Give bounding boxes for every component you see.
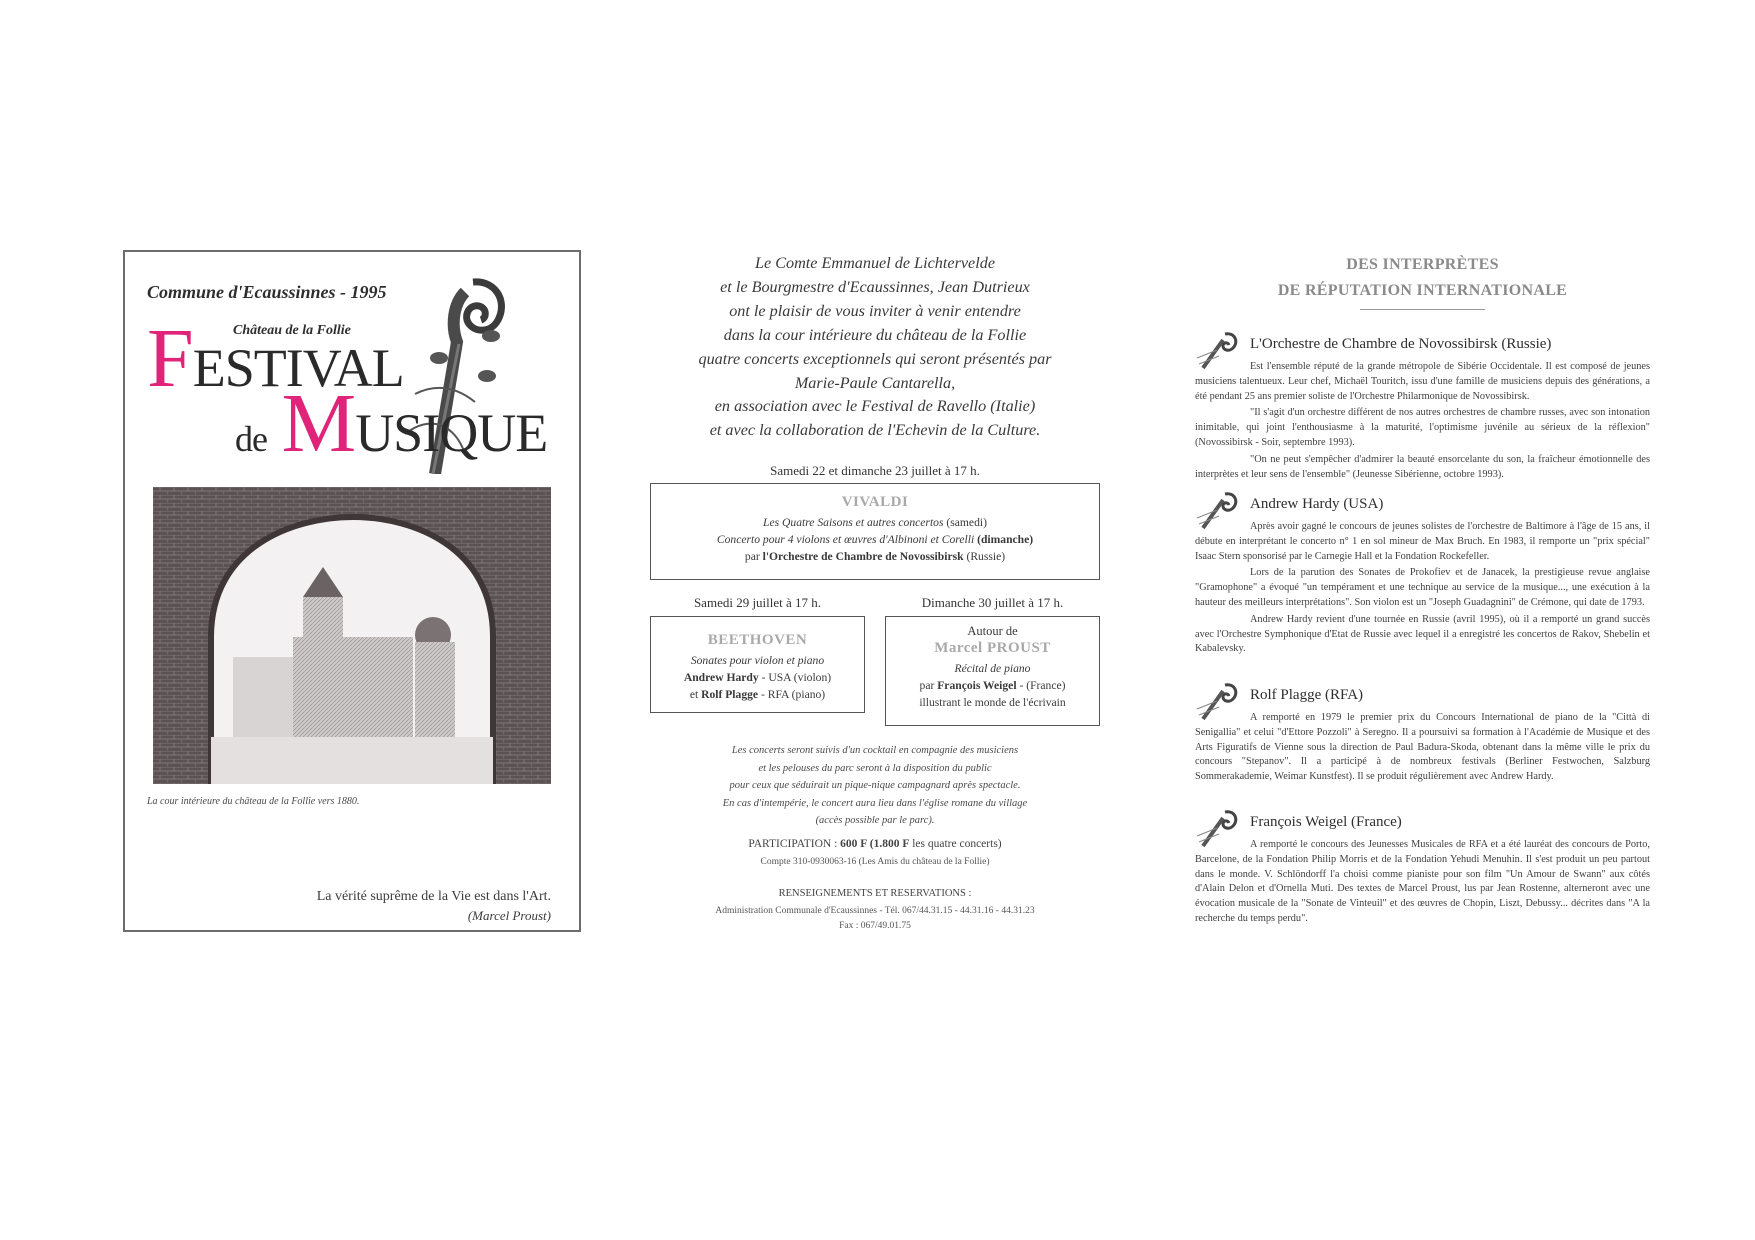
concert-date-3: Dimanche 30 juillet à 17 h. [921, 595, 1064, 610]
proust-line-2-bold: François Weigel [937, 679, 1017, 692]
vivaldi-line-3-bold: l'Orchestre de Chambre de Novossibirsk [762, 550, 964, 563]
festival-cover [123, 250, 581, 932]
artist-name-line [1250, 336, 1551, 353]
vivaldi-line-1-rest: (samedi) [943, 516, 987, 529]
invitation-line: et avec la collaboration de l'Echevin de la Culture. [709, 421, 1041, 440]
program-panel [650, 250, 1100, 940]
invitation-line: en association avec le Festival de Ravello (Italie) [714, 397, 1036, 416]
artist-name: Rolf Plagge [1250, 687, 1322, 703]
artist-name-line [1250, 814, 1402, 831]
note-line: (accès possible par le parc). [815, 815, 935, 826]
proust-line-1: Récital de piano [954, 662, 1031, 675]
vivaldi-line-2-italic: Concerto pour 4 violons et œuvres d'Albinoni et Corelli [716, 533, 975, 546]
musique-title-rest: USIQUE [355, 403, 548, 463]
artist-country: (France) [1347, 814, 1402, 830]
artist-bio [1195, 711, 1650, 787]
invitation-text [650, 252, 1100, 443]
note-line: En cas d'intempérie, le concert aura lieu dans l'église romane du village [722, 797, 1028, 809]
title-de: de [235, 419, 267, 459]
vivaldi-line-1-italic: Les Quatre Saisons et autres concertos [763, 516, 944, 529]
performers-panel [1195, 250, 1650, 950]
vivaldi-box [650, 483, 1100, 580]
beethoven-line-3-pre: et [689, 688, 702, 701]
artist-bio-paragraph: "Il s'agit d'un orchestre différent de nos autres orchestres de chambre russes, avec son intonation inimitable, qui joint l'enthousiasme à la maturité, l'optimisme juvénile au sérieux de la réflexion" (Novossibirsk - Soir, septembre 1993). [1195, 407, 1650, 448]
artist-bio [1195, 838, 1650, 929]
vivaldi-line-3-pre: par [744, 550, 763, 563]
beethoven-line-3-bold: Rolf Plagge [701, 688, 759, 701]
artist-bio-paragraph: Après avoir gagné le concours de jeunes solistes de l'orchestre de Baltimore à l'âge de 15 ans, il débute en interprétant le concerto n° 1 en sol mineur de Max Bruch. En 1983, il remporte un "prix spécial" Isaac Stern sponsorisé par le Carnegie Hall et la Fondation Rockefeller. [1195, 521, 1650, 562]
performers-heading [1195, 252, 1650, 304]
artist-name: Andrew Hardy [1250, 496, 1340, 512]
artist-bio-paragraph: A remporté en 1979 le premier prix du Concours International de piano de la "Città di Senigallia" et celui "d'Ettore Pozzoli" à Seregno. Il a poursuivi sa formation à l'Académie de Musique et des Arts Figuratifs de Vienne sous la direction de Paul Badura-Skoda, obtenant dans la même ville le prix du concours "Stepanov". Il a participé à de nombreux festivals (Berliner Festwochen, Salzburg Sommerakademie, Weimar Kunstfest). Il se produit régulièrement avec Andrew Hardy. [1195, 712, 1650, 783]
concert-date-2: Samedi 29 juillet à 17 h. [693, 595, 822, 610]
artist-bio-paragraph: "On ne peut s'empêcher d'admirer la beauté ensorcelante du son, la fraîcheur émotionnelle des interprètes et leur sens de l'ensemble" (Jeunesse Sibérienne, octobre 1993). [1195, 453, 1650, 480]
reservations-fax: Fax : 067/49.01.75 [839, 921, 911, 931]
artist-name-line [1250, 496, 1383, 513]
participation-amount: 600 F (1.800 F [840, 838, 910, 850]
artist-bio-paragraph: Andrew Hardy revient d'une tournée en Russie (avril 1995), où il a remporté un grand succès avec l'Orchestre Symphonique d'Etat de Russie avec lequel il a enregistré les concertos de Rakov, Shebelin et Kabalevsky. [1195, 613, 1650, 655]
artist-bio [1195, 520, 1650, 659]
commune-title: Commune d'Ecaussinnes - 1995 [147, 282, 387, 302]
beethoven-line-3-rest: - RFA (piano) [758, 688, 826, 701]
participation-price [650, 838, 1100, 850]
concert-date-1: Samedi 22 et dimanche 23 juillet à 17 h. [770, 463, 980, 478]
proust-box [885, 616, 1100, 726]
artist-bio-paragraph: Lors de la parution des Sonates de Prokofiev et de Janacek, la prestigieuse revue anglaise "Gramophone" a évoqué "un tempérament et une technique au service de la musique..., une exécution à la hauteur des meilleurs interprétations". Son violon est un "Joseph Guadagnini" de Crémone, qui date de 1793. [1195, 567, 1650, 608]
note-line: et les pelouses du parc seront à la disposition du public [758, 762, 992, 774]
artist-bio [1195, 360, 1650, 484]
artist-bio-paragraph: Est l'ensemble réputé de la grande métropole de Sibérie Occidentale. Il est composé de jeunes musiciens talentueux. Leur chef, Michaël Touritch, issu d'une famille de musiciens depuis des générations, a été pendant 25 ans premier soliste de l'Orchestre Philarmonique de Novossibirsk. [1195, 361, 1650, 402]
proust-line-2 [886, 677, 1099, 694]
chateau-subtitle: Château de la Follie [233, 323, 351, 338]
artist-bio-paragraph: A remporté le concours des Jeunesses Musicales de RFA et a été lauréat des concours de Porto, Barcelone, de la Fondation Philip Morris et de la Fondation Yehudi Menuhin. Il s'est produit un peu partout dans le monde. V. Schlöndorff l'a choisi comme pianiste pour son film "Un Amour de Swann" aux côtés d'Alain Delon et d'Ornella Muti. Des textes de Marcel Proust, lus par Jean Rostenne, alterneront avec une évocation musicale de la "Sonate de Vinteuil" et des œuvres de Chopin, Liszt, Debussy... décrites dans "A la recherche du temps perdu". [1195, 839, 1650, 924]
musique-title [235, 377, 548, 470]
practical-notes [650, 742, 1100, 830]
beethoven-line-2 [651, 669, 864, 686]
reservations-phone: Administration Communale d'Ecaussinnes - Tél. 067/44.31.15 - 44.31.16 - 44.31.23 [715, 906, 1035, 916]
beethoven-title: BEETHOVEN [707, 632, 808, 648]
musique-title-initial: M [281, 377, 356, 470]
vivaldi-line-2 [651, 531, 1099, 548]
beethoven-line-1: Sonates pour violon et piano [690, 654, 825, 667]
proust-line-2-rest: - (France) [1016, 679, 1066, 692]
bank-account: Compte 310-0930063-16 (Les Amis du château de la Follie) [760, 857, 990, 867]
quote-author: (Marcel Proust) [467, 907, 551, 923]
artist-name-line [1250, 687, 1363, 704]
beethoven-line-3 [651, 686, 864, 703]
invitation-line: quatre concerts exceptionnels qui seront présentés par [698, 349, 1052, 368]
artist-country: (Russie) [1497, 336, 1552, 352]
vivaldi-line-3-rest: (Russie) [963, 550, 1006, 563]
artist-name: François Weigel [1250, 814, 1348, 830]
vivaldi-line-2-bold: (dimanche) [974, 533, 1034, 546]
note-line: Les concerts seront suivis d'un cocktail en compagnie des musiciens [731, 745, 1019, 756]
invitation-line: ont le plaisir de vous inviter à venir entendre [729, 301, 1021, 320]
performers-heading-line-2: DE RÉPUTATION INTERNATIONALE [1277, 282, 1568, 299]
engraving-caption: La cour intérieure du château de la Follie vers 1880. [147, 796, 360, 807]
artist-country: (RFA) [1321, 687, 1364, 703]
artist-country: (USA) [1339, 496, 1384, 512]
note-line: pour ceux que séduirait un pique-nique campagnard après spectacle. [729, 780, 1021, 791]
beethoven-box [650, 616, 865, 713]
reservations-title: RENSEIGNEMENTS ET RESERVATIONS : [778, 888, 972, 899]
proust-line-3: illustrant le monde de l'écrivain [919, 696, 1066, 709]
vivaldi-line-1 [651, 514, 1099, 531]
invitation-line: et le Bourgmestre d'Ecaussinnes, Jean Dutrieux [720, 277, 1030, 296]
vivaldi-line-3 [651, 548, 1099, 565]
chateau-engraving-image [153, 487, 551, 784]
invitation-line: dans la cour intérieure du château de la Follie [723, 325, 1027, 344]
festival-title-rest: ESTIVAL [192, 338, 404, 398]
invitation-line: Le Comte Emmanuel de Lichtervelde [754, 254, 996, 272]
proust-title: Marcel PROUST [934, 640, 1051, 656]
proust-line-2-pre: par [919, 679, 938, 692]
artist-name: L'Orchestre de Chambre de Novossibirsk [1250, 336, 1498, 352]
participation-label: PARTICIPATION : [748, 838, 841, 850]
proust-quote [317, 888, 551, 924]
vivaldi-title: VIVALDI [841, 494, 909, 510]
performers-heading-line-1: DES INTERPRÈTES [1346, 256, 1499, 273]
participation-rest: les quatre concerts) [909, 838, 1002, 850]
invitation-line: Marie-Paule Cantarella, [794, 373, 956, 392]
beethoven-line-2-bold: Andrew Hardy [683, 671, 759, 684]
festival-title-initial: F [147, 312, 193, 405]
quote-text: La vérité suprême de la Vie est dans l'Art. [316, 889, 551, 904]
heading-divider [1360, 309, 1485, 310]
proust-pre: Autour de [967, 624, 1018, 638]
beethoven-line-2-rest: - USA (violon) [758, 671, 832, 684]
